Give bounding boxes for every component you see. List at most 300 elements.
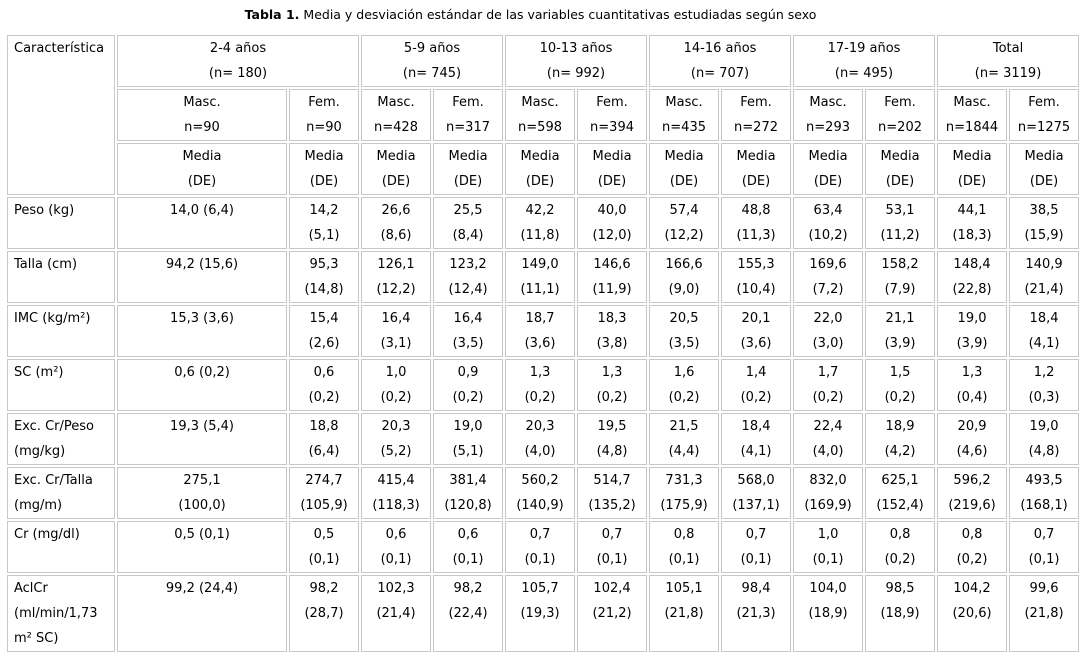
data-cell [793, 575, 863, 652]
cell-line: (5,1) [308, 228, 340, 243]
cell-line: Masc. [377, 95, 415, 110]
cell-line: (DE) [597, 174, 627, 189]
data-cell [577, 521, 647, 573]
row-label [7, 413, 115, 465]
sex-header [433, 89, 503, 141]
cell-line: 102,3 [377, 581, 415, 596]
cell-line: (4,8) [1028, 444, 1060, 459]
cell-line: (0,3) [1028, 390, 1060, 405]
data-cell [289, 251, 359, 303]
data-cell [505, 575, 575, 652]
row-label [7, 521, 115, 573]
cell-line: (0,2) [884, 552, 916, 567]
cell-line: (118,3) [372, 498, 420, 513]
cell-line: (n= 707) [690, 66, 750, 81]
data-cell-first [117, 251, 287, 303]
cell-line: Media [1024, 149, 1064, 164]
cell-line: (0,1) [380, 552, 412, 567]
cell-line: (120,8) [444, 498, 492, 513]
data-cell [865, 467, 935, 519]
table-row [7, 413, 1079, 465]
data-cell [793, 359, 863, 411]
cell-line: (22,8) [952, 282, 992, 297]
cell-line: (10,4) [736, 282, 776, 297]
cell-line: (219,6) [948, 498, 996, 513]
data-cell [289, 359, 359, 411]
cell-line: Exc. Cr/Talla [14, 473, 93, 488]
stat-header [505, 143, 575, 195]
cell-line: 1,0 [385, 365, 407, 380]
cell-line: 20,3 [381, 419, 411, 434]
data-cell [721, 305, 791, 357]
stat-header [649, 143, 719, 195]
cell-line: (3,9) [956, 336, 988, 351]
group-header [937, 35, 1079, 87]
cell-line: (0,2) [884, 390, 916, 405]
cell-line: (3,9) [884, 336, 916, 351]
cell-line: (0,4) [956, 390, 988, 405]
cell-line: 0,8 [961, 527, 983, 542]
data-cell [433, 305, 503, 357]
data-cell [361, 251, 431, 303]
cell-line: (105,9) [300, 498, 348, 513]
cell-line: (DE) [1029, 174, 1059, 189]
cell-line: (7,9) [884, 282, 916, 297]
cell-line: 0,8 [673, 527, 695, 542]
cell-line: (0,1) [668, 552, 700, 567]
data-cell [577, 197, 647, 249]
cell-line: (21,4) [1024, 282, 1064, 297]
cell-line: (11,2) [880, 228, 920, 243]
cell-line: (n= 180) [208, 66, 268, 81]
cell-line: (5,1) [452, 444, 484, 459]
cell-line: IMC (kg/m²) [14, 311, 91, 326]
cell-line: Total [992, 41, 1024, 56]
cell-line: 0,8 [889, 527, 911, 542]
cell-line: 15,3 (3,6) [170, 311, 234, 326]
cell-line: Media [880, 149, 920, 164]
cell-line: Media [376, 149, 416, 164]
cell-line: 44,1 [957, 203, 987, 218]
cell-line: (100,0) [178, 498, 226, 513]
group-header [505, 35, 647, 87]
cell-line: (175,9) [660, 498, 708, 513]
sex-header [117, 89, 287, 141]
data-cell [937, 521, 1007, 573]
data-cell [649, 413, 719, 465]
cell-line: 560,2 [521, 473, 559, 488]
cell-line: 63,4 [813, 203, 843, 218]
cell-line: 140,9 [1025, 257, 1063, 272]
cell-line: (0,1) [1028, 552, 1060, 567]
cell-line: (0,1) [524, 552, 556, 567]
sex-header [505, 89, 575, 141]
cell-line: 1,3 [601, 365, 623, 380]
cell-line: (7,2) [812, 282, 844, 297]
cell-line: (n= 745) [402, 66, 462, 81]
data-cell [649, 251, 719, 303]
cell-line: n=293 [806, 120, 850, 135]
stat-header [289, 143, 359, 195]
cell-line: (0,2) [308, 390, 340, 405]
cell-line: (11,3) [736, 228, 776, 243]
cell-line: 102,4 [593, 581, 631, 596]
cell-line: 95,3 [309, 257, 339, 272]
cell-line: 493,5 [1025, 473, 1063, 488]
data-cell [649, 359, 719, 411]
cell-line: 20,9 [957, 419, 987, 434]
data-cell [793, 251, 863, 303]
cell-line: 20,3 [525, 419, 555, 434]
data-cell [289, 521, 359, 573]
cell-line: 0,6 (0,2) [174, 365, 230, 380]
cell-line: Media [952, 149, 992, 164]
cell-line: (21,8) [1024, 606, 1064, 621]
cell-line: (DE) [741, 174, 771, 189]
row-label [7, 467, 115, 519]
cell-line: 275,1 [183, 473, 221, 488]
sex-header [793, 89, 863, 141]
data-cell [865, 359, 935, 411]
data-cell [649, 575, 719, 652]
cell-line: (20,6) [952, 606, 992, 621]
data-cell [1009, 251, 1079, 303]
header-row-groups [7, 35, 1079, 87]
cell-line: (DE) [885, 174, 915, 189]
cell-line: (3,6) [524, 336, 556, 351]
cell-line: 2-4 años [209, 41, 267, 56]
cell-line: (n= 495) [834, 66, 894, 81]
cell-line: (3,5) [668, 336, 700, 351]
cell-line: 20,5 [669, 311, 699, 326]
data-cell [649, 521, 719, 573]
cell-line: 16,4 [453, 311, 483, 326]
cell-line: (4,0) [812, 444, 844, 459]
data-cell [505, 521, 575, 573]
table-row [7, 251, 1079, 303]
cell-line: 514,7 [593, 473, 631, 488]
data-cell [937, 197, 1007, 249]
cell-line: (0,1) [596, 552, 628, 567]
data-cell [505, 251, 575, 303]
cell-line: (21,4) [376, 606, 416, 621]
sex-header [721, 89, 791, 141]
cell-line: 26,6 [381, 203, 411, 218]
cell-line: (19,3) [520, 606, 560, 621]
data-cell [865, 197, 935, 249]
cell-line: 57,4 [669, 203, 699, 218]
cell-line: 21,5 [669, 419, 699, 434]
cell-line: (n= 992) [546, 66, 606, 81]
cell-line: (6,4) [308, 444, 340, 459]
cell-line: (14,8) [304, 282, 344, 297]
cell-line: 19,0 [1029, 419, 1059, 434]
cell-line: (0,1) [740, 552, 772, 567]
row-label [7, 197, 115, 249]
cell-line: 16,4 [381, 311, 411, 326]
data-cell [433, 251, 503, 303]
data-cell [433, 413, 503, 465]
cell-line: n=272 [734, 120, 778, 135]
data-cell [577, 575, 647, 652]
data-cell [1009, 359, 1079, 411]
cell-line: Masc. [521, 95, 559, 110]
cell-line: 1,3 [529, 365, 551, 380]
stat-header [937, 143, 1007, 195]
cell-line: 19,0 [453, 419, 483, 434]
cell-line: n=598 [518, 120, 562, 135]
stat-header [793, 143, 863, 195]
row-label [7, 251, 115, 303]
cell-line: Masc. [665, 95, 703, 110]
cell-line: 22,4 [813, 419, 843, 434]
data-cell [793, 197, 863, 249]
cell-line: Masc. [809, 95, 847, 110]
cell-line: 625,1 [881, 473, 919, 488]
cell-line: (ml/min/1,73 [14, 606, 98, 621]
cell-line: 20,1 [741, 311, 771, 326]
cell-line: 21,1 [885, 311, 915, 326]
cell-line: 596,2 [953, 473, 991, 488]
data-cell [361, 197, 431, 249]
data-cell [577, 467, 647, 519]
cell-line: AclCr [14, 581, 48, 596]
cell-line: (0,1) [308, 552, 340, 567]
data-cell [649, 305, 719, 357]
cell-line: (8,6) [380, 228, 412, 243]
data-cell [721, 413, 791, 465]
header-row-sex [7, 89, 1079, 141]
cell-line: 104,0 [809, 581, 847, 596]
data-cell [577, 413, 647, 465]
cell-line: Fem. [308, 95, 340, 110]
cell-line: Media [808, 149, 848, 164]
cell-line: 0,6 [457, 527, 479, 542]
cell-line: (12,2) [376, 282, 416, 297]
cell-line: 1,6 [673, 365, 695, 380]
data-cell [361, 467, 431, 519]
corner-header [7, 35, 115, 195]
cell-line: (DE) [813, 174, 843, 189]
cell-line: (5,2) [380, 444, 412, 459]
cell-line: 415,4 [377, 473, 415, 488]
cell-line: Media [592, 149, 632, 164]
data-cell [505, 359, 575, 411]
cell-line: (9,0) [668, 282, 700, 297]
cell-line: n=317 [446, 120, 490, 135]
cell-line: (15,9) [1024, 228, 1064, 243]
cell-line: (10,2) [808, 228, 848, 243]
data-cell [937, 575, 1007, 652]
cell-line: 40,0 [597, 203, 627, 218]
data-cell [865, 575, 935, 652]
cell-line: 381,4 [449, 473, 487, 488]
cell-line: 53,1 [885, 203, 915, 218]
cell-line: (2,6) [308, 336, 340, 351]
cell-line: 731,3 [665, 473, 703, 488]
data-cell [505, 467, 575, 519]
cell-line: (18,9) [808, 606, 848, 621]
cell-line: 22,0 [813, 311, 843, 326]
cell-line: (DE) [957, 174, 987, 189]
cell-line: n=202 [878, 120, 922, 135]
cell-line: 104,2 [953, 581, 991, 596]
data-cell [721, 521, 791, 573]
sex-header [865, 89, 935, 141]
cell-line: Cr (mg/dl) [14, 527, 80, 542]
row-label [7, 575, 115, 652]
cell-line: (11,1) [520, 282, 560, 297]
row-label [7, 359, 115, 411]
data-cell [433, 575, 503, 652]
data-cell [865, 305, 935, 357]
data-cell [577, 305, 647, 357]
cell-line: (0,1) [812, 552, 844, 567]
cell-line: 274,7 [305, 473, 343, 488]
data-cell [361, 521, 431, 573]
data-cell-first [117, 413, 287, 465]
cell-line: 1,4 [745, 365, 767, 380]
cell-line: (11,8) [520, 228, 560, 243]
data-cell [793, 521, 863, 573]
stat-header [577, 143, 647, 195]
cell-line: (4,6) [956, 444, 988, 459]
cell-line: Fem. [884, 95, 916, 110]
data-cell [361, 305, 431, 357]
cell-line: 14,0 (6,4) [170, 203, 234, 218]
cell-line: (0,2) [452, 390, 484, 405]
table-row [7, 359, 1079, 411]
data-cell [577, 359, 647, 411]
cell-line: (18,3) [952, 228, 992, 243]
cell-line: (mg/kg) [14, 444, 66, 459]
data-cell [937, 251, 1007, 303]
sex-header [289, 89, 359, 141]
cell-line: 1,0 [817, 527, 839, 542]
cell-line: 0,7 [601, 527, 623, 542]
cell-line: (3,6) [740, 336, 772, 351]
cell-line: 98,2 [309, 581, 339, 596]
cell-line: (0,2) [524, 390, 556, 405]
table-row [7, 575, 1079, 652]
caption-text: Media y desviación estándar de las variables cuantitativas estudiadas según sexo [303, 7, 817, 22]
cell-line: 0,9 [457, 365, 479, 380]
cell-line: 18,3 [597, 311, 627, 326]
stat-header [117, 143, 287, 195]
cell-line: 105,7 [521, 581, 559, 596]
sex-header [577, 89, 647, 141]
cell-line: 15,4 [309, 311, 339, 326]
cell-line: 0,7 [529, 527, 551, 542]
cell-line: (21,2) [592, 606, 632, 621]
cell-line: 146,6 [593, 257, 631, 272]
cell-line: 832,0 [809, 473, 847, 488]
cell-line: (0,2) [596, 390, 628, 405]
data-cell [649, 197, 719, 249]
cell-line: 1,3 [961, 365, 983, 380]
cell-line: (DE) [309, 174, 339, 189]
cell-line: (8,4) [452, 228, 484, 243]
cell-line: 14-16 años [683, 41, 757, 56]
data-cell [793, 413, 863, 465]
sex-header [1009, 89, 1079, 141]
data-cell [721, 251, 791, 303]
cell-line: (DE) [381, 174, 411, 189]
cell-line: 17-19 años [827, 41, 901, 56]
cell-line: (12,0) [592, 228, 632, 243]
table-caption [0, 6, 1061, 24]
data-cell [1009, 197, 1079, 249]
data-cell [1009, 521, 1079, 573]
cell-line: (0,2) [380, 390, 412, 405]
cell-line: Peso (kg) [14, 203, 75, 218]
cell-line: 169,6 [809, 257, 847, 272]
cell-line: 149,0 [521, 257, 559, 272]
stat-header [865, 143, 935, 195]
data-cell [505, 305, 575, 357]
cell-line: 568,0 [737, 473, 775, 488]
data-cell [1009, 467, 1079, 519]
data-table [5, 33, 1081, 654]
data-cell-first [117, 197, 287, 249]
cell-line: 0,5 (0,1) [174, 527, 230, 542]
cell-line: (0,2) [668, 390, 700, 405]
cell-line: 48,8 [741, 203, 771, 218]
cell-line: (12,4) [448, 282, 488, 297]
data-cell [865, 413, 935, 465]
cell-line: n=1275 [1017, 120, 1071, 135]
cell-line: Masc. [953, 95, 991, 110]
cell-line: n=90 [184, 120, 220, 135]
cell-line: 0,6 [313, 365, 335, 380]
cell-line: (152,4) [876, 498, 924, 513]
cell-line: (168,1) [1020, 498, 1068, 513]
cell-line: 166,6 [665, 257, 703, 272]
cell-line: 1,5 [889, 365, 911, 380]
cell-line: 98,5 [885, 581, 915, 596]
table-row [7, 197, 1079, 249]
cell-line: (3,0) [812, 336, 844, 351]
cell-line: n=394 [590, 120, 634, 135]
cell-line: 18,7 [525, 311, 555, 326]
group-header [649, 35, 791, 87]
cell-line: Fem. [740, 95, 772, 110]
data-cell [433, 521, 503, 573]
data-cell [433, 467, 503, 519]
sex-header [649, 89, 719, 141]
cell-line: (0,2) [812, 390, 844, 405]
cell-line: 0,7 [745, 527, 767, 542]
data-cell [361, 359, 431, 411]
cell-line: (0,2) [740, 390, 772, 405]
stat-header [361, 143, 431, 195]
data-cell [937, 467, 1007, 519]
cell-line: (0,2) [956, 552, 988, 567]
data-cell-first [117, 575, 287, 652]
data-cell [793, 305, 863, 357]
cell-line: (140,9) [516, 498, 564, 513]
cell-line: (169,9) [804, 498, 852, 513]
cell-line: 123,2 [449, 257, 487, 272]
cell-line: Característica [14, 41, 105, 56]
data-cell-first [117, 521, 287, 573]
cell-line: Media [448, 149, 488, 164]
cell-line: (22,4) [448, 606, 488, 621]
cell-line: (DE) [453, 174, 483, 189]
data-cell [793, 467, 863, 519]
cell-line: 14,2 [309, 203, 339, 218]
cell-line: Fem. [452, 95, 484, 110]
